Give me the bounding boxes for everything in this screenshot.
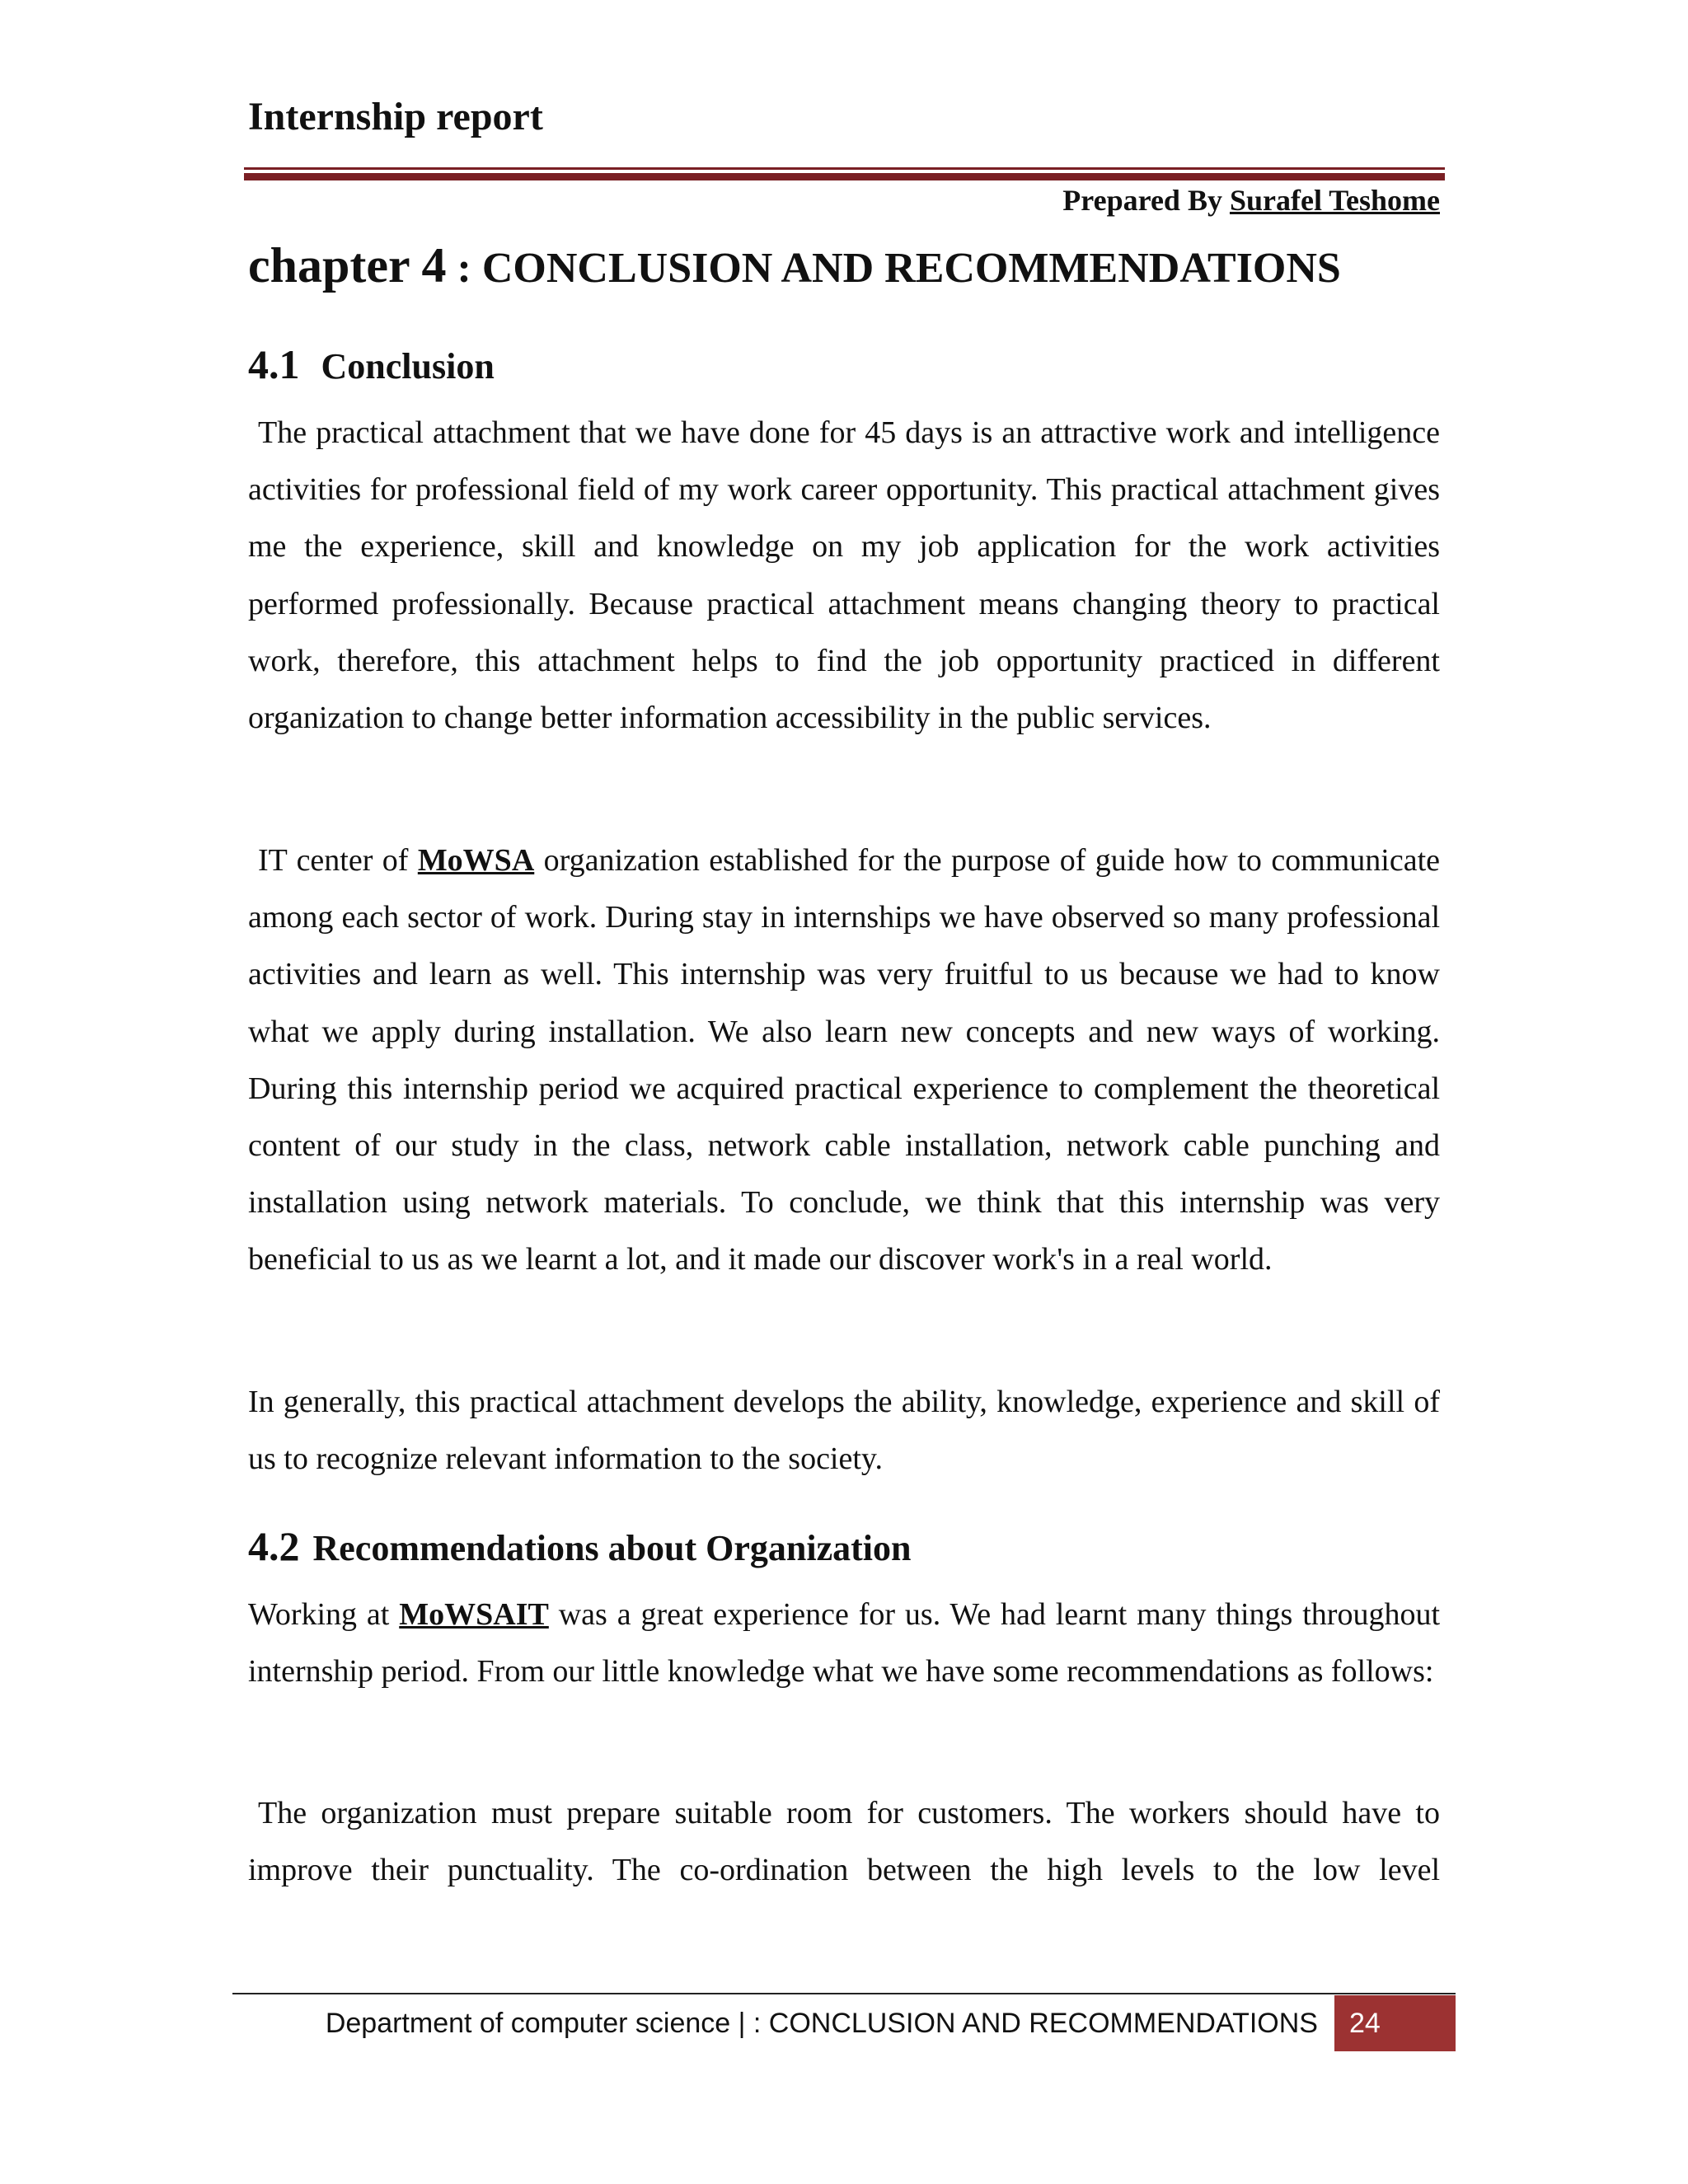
chapter-name: : CONCLUSION AND RECOMMENDATIONS <box>446 245 1341 292</box>
paragraph-recommendations-1: Working at MoWSAIT was a great experience for us. We had learnt many things throughout internship period. From our little knowledge what we have some recommendations as follows: <box>248 1597 1441 1690</box>
paragraph-conclusion-1: The practical attachment that we have done for 45 days is an attractive work and intelligence activities for professional field of my work career opportunity. This practical attachment gives me the experience, skill and knowledge on my job application for the work activities performed professionally. Because practical attachment means changing theory to practical work, therefore, this attachment helps to find the job opportunity practiced in different organization to change better information accessibility in the public services. <box>248 415 1440 736</box>
page-number: 24 <box>1334 1995 1456 2051</box>
organization-name: MoWSA <box>417 843 535 878</box>
footer-rule <box>232 1993 1456 1994</box>
running-header-title: Internship report <box>248 95 543 138</box>
paragraph-recommendations-2: The organization must prepare suitable room for customers. The workers should have to improve their punctuality. The co-ordination between the high levels to the low level <box>248 1796 1440 1888</box>
section-heading-conclusion <box>248 340 495 389</box>
organization-name: MoWSAIT <box>399 1597 549 1632</box>
prepared-by-line <box>1062 183 1440 218</box>
section-number: 4.2 <box>248 1523 300 1569</box>
author-name: Surafel Teshome <box>1229 184 1440 217</box>
paragraph-conclusion-2: IT center of MoWSA organization established for the purpose of guide how to communicate among each sector of work. During stay in internships we have observed so many professional activities and learn as well. This internship was very fruitful to us because we had to know what we apply during installation. We also learn new concepts and new ways of working. During this internship period we acquired practical experience to complement the theoretical content of our study in the class, network cable installation, network cable punching and installation using network materials. To conclude, we think that this internship was very beneficial to us as we learnt a lot, and it made our discover work's in a real world. <box>248 843 1441 1277</box>
header-rule-thin <box>244 167 1445 170</box>
footer-text: Department of computer science | : CONCLUSION AND RECOMMENDATIONS <box>325 2008 1318 2039</box>
paragraph-conclusion-3: In generally, this practical attachment develops the ability, knowledge, experience and skill of us to recognize relevant information to the society. <box>248 1385 1440 1477</box>
chapter-title <box>248 236 1341 295</box>
section-number: 4.1 <box>248 341 300 387</box>
section-title: Recommendations about Organization <box>312 1528 912 1568</box>
header-rule-thick <box>244 173 1445 180</box>
section-title: Conclusion <box>321 346 495 387</box>
prepared-by-label: Prepared By <box>1062 184 1222 217</box>
section-heading-recommendations <box>248 1521 912 1571</box>
chapter-number: chapter 4 <box>248 238 447 293</box>
